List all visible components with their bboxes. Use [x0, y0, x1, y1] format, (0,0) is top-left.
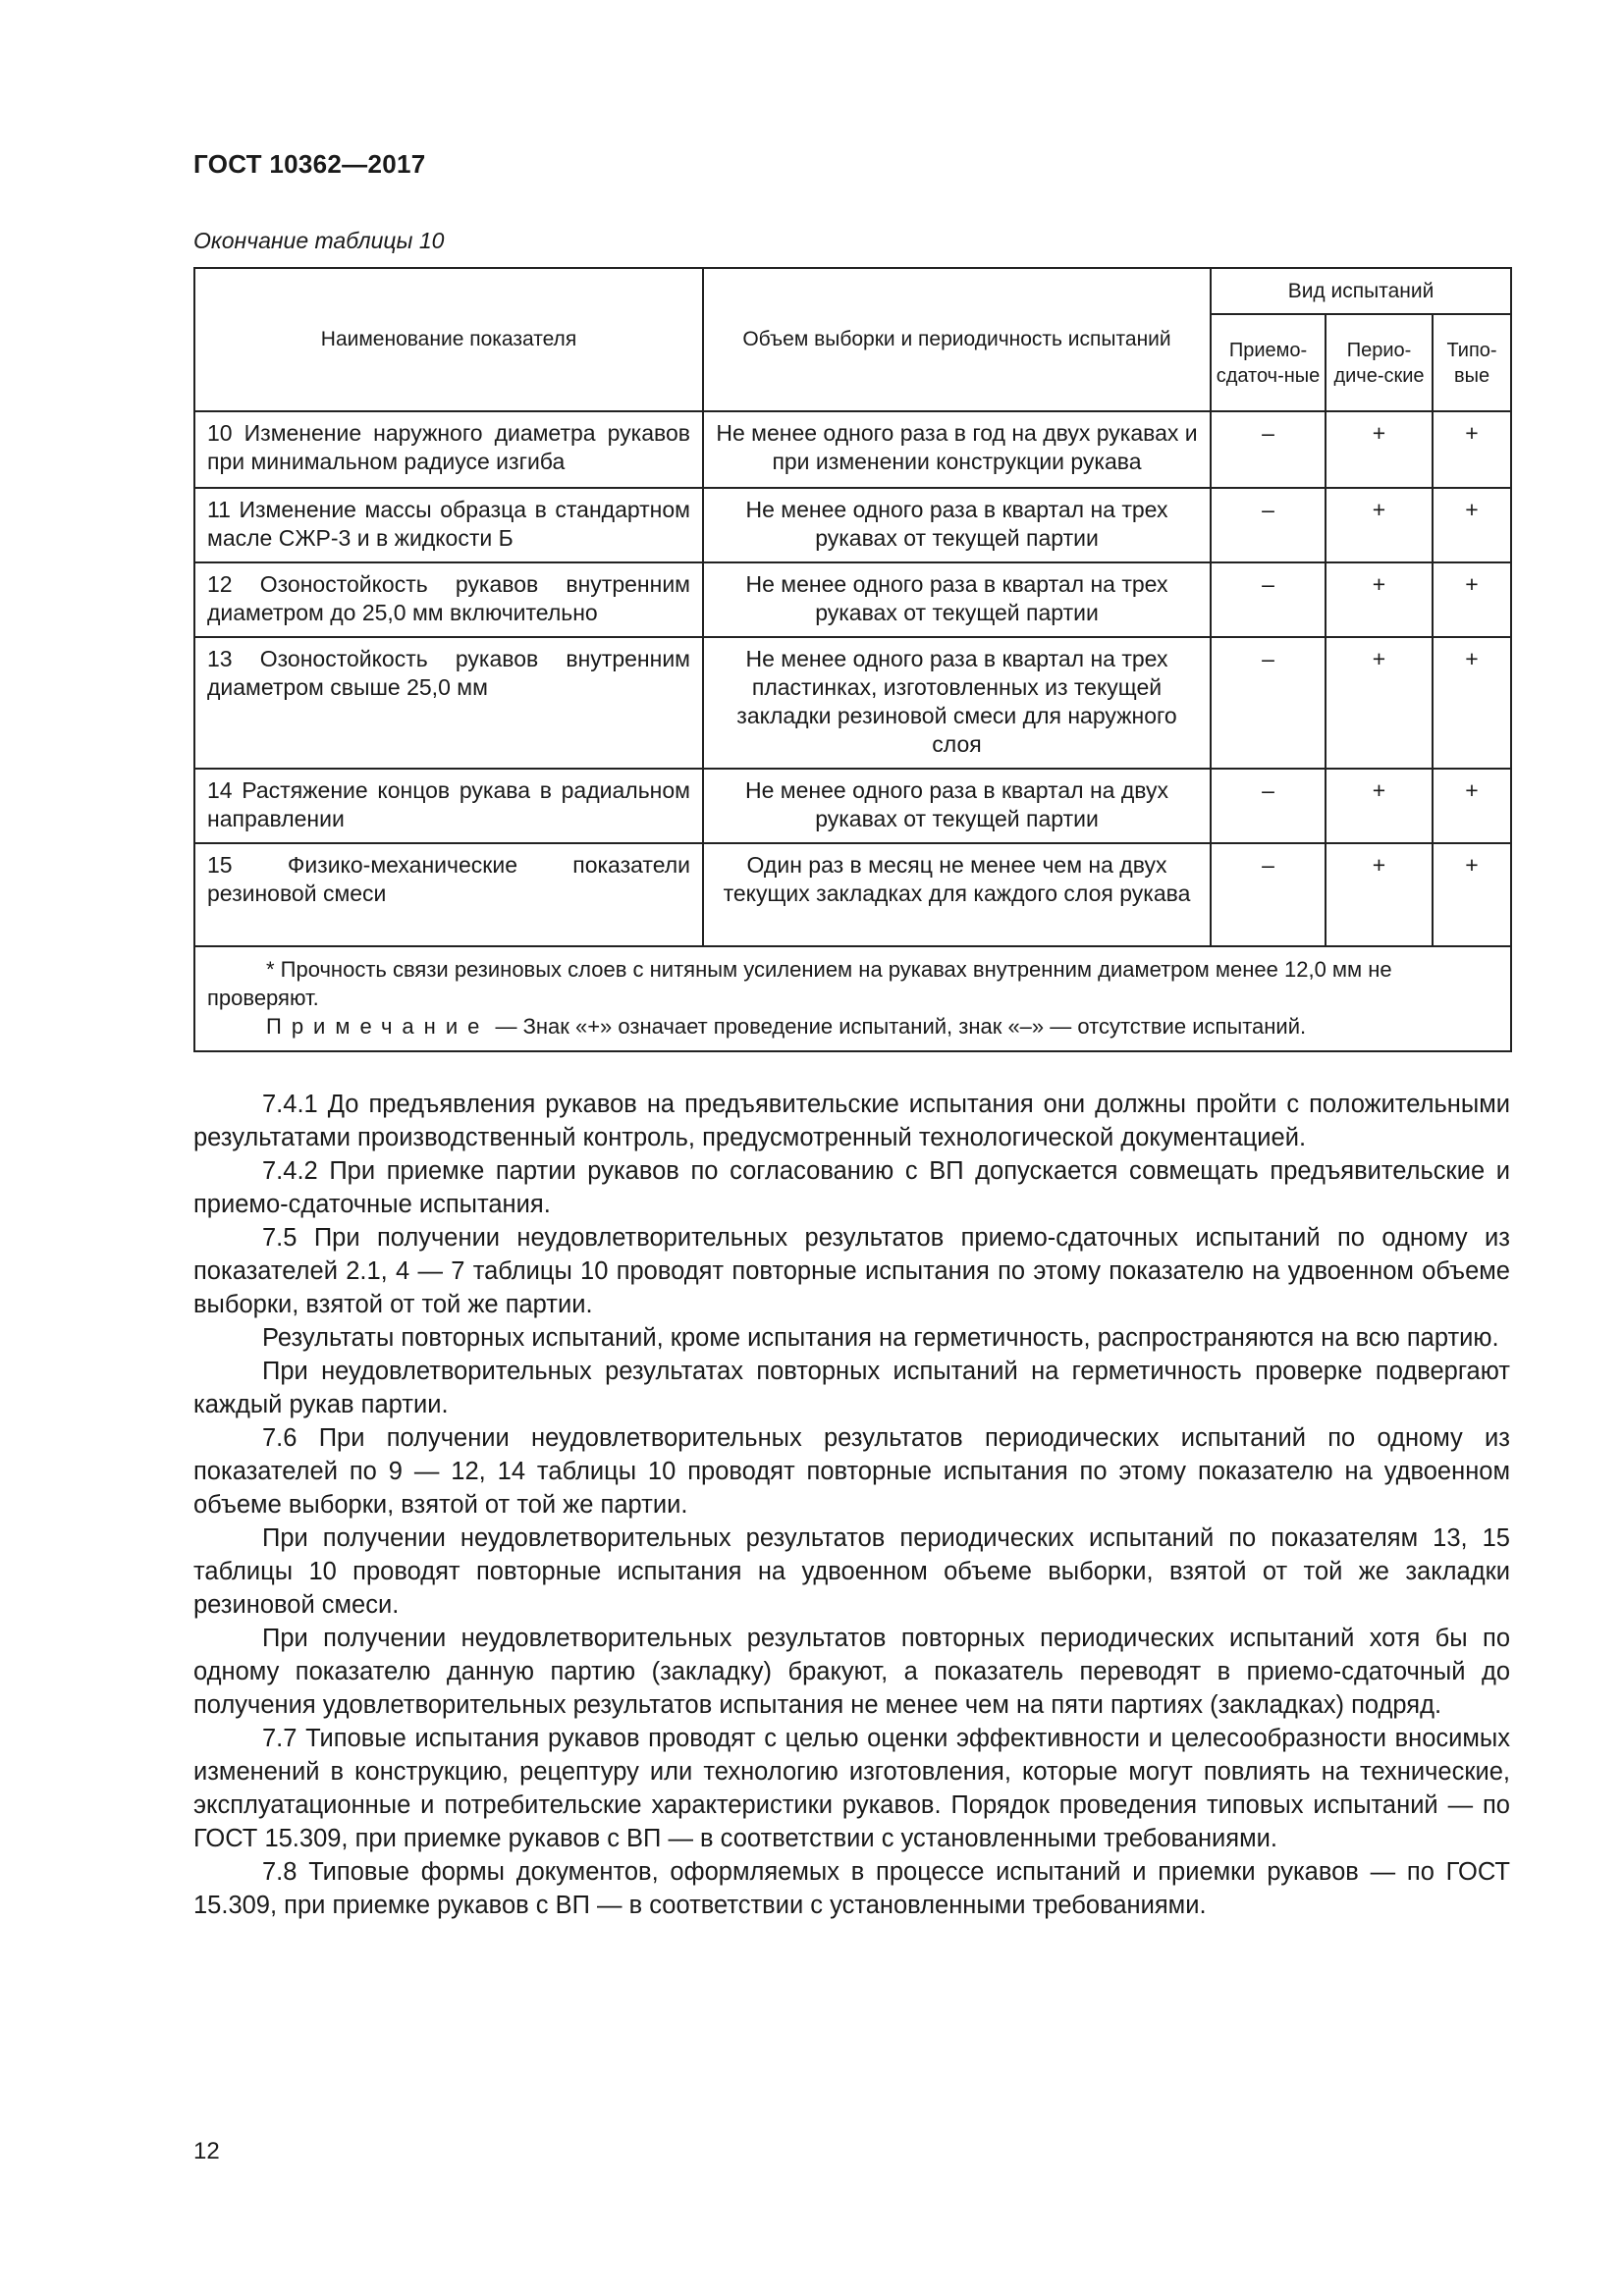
row-name: 10 Изменение наружного диаметра рукавов при минимальном радиусе изгиба	[194, 411, 703, 488]
row-typical: +	[1433, 411, 1511, 488]
row-typical: +	[1433, 637, 1511, 769]
row-acceptance: –	[1211, 843, 1326, 946]
row-typical: +	[1433, 562, 1511, 637]
row-name: 15 Физико-механические показатели резиновой смеси	[194, 843, 703, 946]
paragraph: 7.4.2 При приемке партии рукавов по согласованию с ВП допускается совмещать предъявительские и приемо-сдаточные испытания.	[193, 1157, 1510, 1218]
table-row	[194, 562, 1511, 637]
row-name: 11 Изменение массы образца в стандартном масле СЖР-3 и в жидкости Б	[194, 488, 703, 562]
note-label: Примечание	[266, 1014, 490, 1039]
row-name: 14 Растяжение концов рукава в радиальном направлении	[194, 769, 703, 843]
page-number: 12	[193, 2138, 220, 2164]
body-text	[193, 1088, 1510, 1922]
paragraph: 7.6 При получении неудовлетворительных результатов периодических испытаний по одному из показателей по 9 — 12, 14 таблицы 10 проводят повторные испытания по этому показателю на удвоенном объеме выборки, взятой от той же партии.	[193, 1424, 1510, 1519]
paragraph: Результаты повторных испытаний, кроме испытания на герметичность, распространяются на всю партию.	[262, 1324, 1499, 1352]
row-name: 13 Озоностойкость рукавов внутренним диаметром свыше 25,0 мм	[194, 637, 703, 769]
paragraph: При неудовлетворительных результатах повторных испытаний на герметичность проверке подвергают каждый рукав партии.	[193, 1358, 1510, 1418]
table-row	[194, 769, 1511, 843]
row-volume: Не менее одного раза в квартал на двух рукавах от текущей партии	[703, 769, 1211, 843]
row-periodic: +	[1326, 769, 1433, 843]
header-typical: Типо-вые	[1433, 314, 1511, 411]
table-row	[194, 411, 1511, 488]
row-periodic: +	[1326, 562, 1433, 637]
table-footer	[194, 946, 1511, 1051]
table-row	[194, 488, 1511, 562]
header-name: Наименование показателя	[194, 268, 703, 411]
row-periodic: +	[1326, 488, 1433, 562]
row-volume: Не менее одного раза в год на двух рукавах и при изменении конструкции рукава	[703, 411, 1211, 488]
table-footer-cell	[194, 946, 1511, 1051]
tests-table	[193, 267, 1512, 1052]
row-periodic: +	[1326, 411, 1433, 488]
document-code: ГОСТ 10362—2017	[193, 149, 426, 179]
table-footnote: * Прочность связи резиновых слоев с нитяным усилением на рукавах внутренним диаметром менее 12,0 мм не проверяют.	[207, 957, 1392, 1010]
header-volume: Объем выборки и периодичность испытаний	[703, 268, 1211, 411]
row-volume: Не менее одного раза в квартал на трех рукавах от текущей партии	[703, 562, 1211, 637]
note-text: — Знак «+» означает проведение испытаний, знак «–» — отсутствие испытаний.	[489, 1014, 1307, 1039]
row-acceptance: –	[1211, 769, 1326, 843]
row-periodic: +	[1326, 637, 1433, 769]
row-volume: Один раз в месяц не менее чем на двух текущих закладках для каждого слоя рукава	[703, 843, 1211, 946]
row-volume: Не менее одного раза в квартал на трех рукавах от текущей партии	[703, 488, 1211, 562]
row-typical: +	[1433, 769, 1511, 843]
row-periodic: +	[1326, 843, 1433, 946]
table-caption: Окончание таблицы 10	[193, 228, 445, 253]
table-row	[194, 843, 1511, 946]
paragraph: При получении неудовлетворительных результатов периодических испытаний по показателям 13, 15 таблицы 10 проводят повторные испытания на удвоенном объеме выборки, взятой от той же закладки резиновой смеси.	[193, 1524, 1510, 1619]
header-periodic: Перио-диче-ские	[1326, 314, 1433, 411]
row-volume: Не менее одного раза в квартал на трех пластинках, изготовленных из текущей закладки резиновой смеси для наружного слоя	[703, 637, 1211, 769]
row-acceptance: –	[1211, 411, 1326, 488]
table-row	[194, 637, 1511, 769]
table-note	[207, 1012, 1498, 1041]
paragraph: 7.4.1 До предъявления рукавов на предъявительские испытания они должны пройти с положительными результатами производственный контроль, предусмотренный технологической документацией.	[193, 1091, 1510, 1151]
row-name: 12 Озоностойкость рукавов внутренним диаметром до 25,0 мм включительно	[194, 562, 703, 637]
header-test-type: Вид испытаний	[1211, 268, 1511, 314]
paragraph: 7.8 Типовые формы документов, оформляемых в процессе испытаний и приемки рукавов — по ГОСТ 15.309, при приемке рукавов с ВП — в соответствии с установленными требованиями.	[193, 1858, 1510, 1919]
row-typical: +	[1433, 488, 1511, 562]
row-typical: +	[1433, 843, 1511, 946]
row-acceptance: –	[1211, 562, 1326, 637]
paragraph: 7.5 При получении неудовлетворительных результатов приемо-сдаточных испытаний по одному из показателей 2.1, 4 — 7 таблицы 10 проводят повторные испытания по этому показателю на удвоенном объеме выборки, взятой от той же партии.	[193, 1224, 1510, 1318]
row-acceptance: –	[1211, 488, 1326, 562]
paragraph: 7.7 Типовые испытания рукавов проводят с целью оценки эффективности и целесообразности вносимых изменений в конструкцию, рецептуру или технологию изготовления, которые могут повлиять на технические, эксплуатационные и потребительские характеристики рукавов. Порядок проведения типовых испытаний — по ГОСТ 15.309, при приемке рукавов с ВП — в соответствии с установленными требованиями.	[193, 1725, 1510, 1852]
row-acceptance: –	[1211, 637, 1326, 769]
paragraph: При получении неудовлетворительных результатов повторных периодических испытаний хотя бы по одному показателю данную партию (закладку) бракуют, а показатель переводят в приемо-сдаточный до получения удовлетворительных результатов испытания не менее чем на пяти партиях (закладках) подряд.	[193, 1625, 1510, 1719]
header-acceptance: Приемо-сдаточ-ные	[1211, 314, 1326, 411]
